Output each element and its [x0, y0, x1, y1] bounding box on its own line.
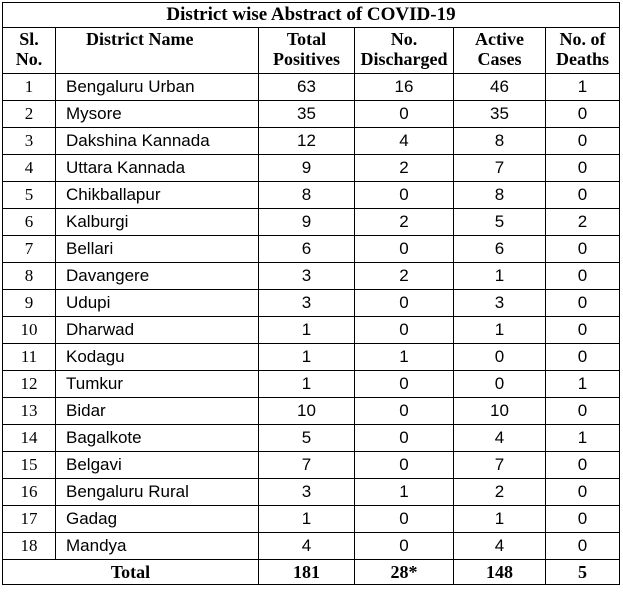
- cell-district: Tumkur: [56, 371, 259, 398]
- cell-active: 4: [454, 425, 546, 452]
- cell-total: 12: [259, 128, 355, 155]
- cell-district: Kodagu: [56, 344, 259, 371]
- cell-sl: 12: [3, 371, 56, 398]
- cell-total: 3: [259, 479, 355, 506]
- table-row: [3, 479, 620, 506]
- table-row: [3, 155, 620, 182]
- cell-district: Mandya: [56, 533, 259, 560]
- cell-active: 1: [454, 263, 546, 290]
- cell-total: 1: [259, 344, 355, 371]
- cell-deaths: 0: [546, 533, 620, 560]
- cell-total: 35: [259, 101, 355, 128]
- cell-discharged: 1: [355, 344, 454, 371]
- total-label: Total: [3, 560, 259, 585]
- table-row: [3, 452, 620, 479]
- cell-sl: 4: [3, 155, 56, 182]
- table-row: [3, 398, 620, 425]
- header-sl-no: Sl. No.: [3, 28, 56, 74]
- cell-discharged: 0: [355, 425, 454, 452]
- cell-discharged: 2: [355, 263, 454, 290]
- cell-deaths: 0: [546, 290, 620, 317]
- table-title: District wise Abstract of COVID-19: [3, 3, 620, 28]
- cell-district: Bengaluru Rural: [56, 479, 259, 506]
- district-abstract-table: [2, 2, 620, 585]
- cell-sl: 16: [3, 479, 56, 506]
- table-row: [3, 263, 620, 290]
- cell-active: 3: [454, 290, 546, 317]
- cell-district: Bengaluru Urban: [56, 74, 259, 101]
- cell-discharged: 4: [355, 128, 454, 155]
- cell-discharged: 0: [355, 101, 454, 128]
- cell-active: 5: [454, 209, 546, 236]
- cell-deaths: 0: [546, 317, 620, 344]
- cell-district: Chikballapur: [56, 182, 259, 209]
- cell-active: 8: [454, 182, 546, 209]
- table-row: [3, 74, 620, 101]
- cell-active: 6: [454, 236, 546, 263]
- header-district-name: District Name: [56, 28, 259, 74]
- total-positives: 181: [259, 560, 355, 585]
- cell-sl: 3: [3, 128, 56, 155]
- cell-district: Bidar: [56, 398, 259, 425]
- cell-deaths: 0: [546, 398, 620, 425]
- cell-discharged: 0: [355, 290, 454, 317]
- cell-total: 4: [259, 533, 355, 560]
- total-active: 148: [454, 560, 546, 585]
- cell-sl: 9: [3, 290, 56, 317]
- cell-discharged: 0: [355, 398, 454, 425]
- cell-district: Dharwad: [56, 317, 259, 344]
- cell-total: 7: [259, 452, 355, 479]
- cell-deaths: 0: [546, 452, 620, 479]
- cell-total: 1: [259, 317, 355, 344]
- cell-sl: 2: [3, 101, 56, 128]
- table-row: [3, 236, 620, 263]
- cell-sl: 18: [3, 533, 56, 560]
- table-row: [3, 425, 620, 452]
- cell-discharged: 0: [355, 452, 454, 479]
- table-row: [3, 317, 620, 344]
- cell-sl: 14: [3, 425, 56, 452]
- cell-active: 46: [454, 74, 546, 101]
- table-row: [3, 290, 620, 317]
- title-row: [3, 3, 620, 28]
- table-row: [3, 101, 620, 128]
- cell-total: 3: [259, 290, 355, 317]
- header-discharged: No. Discharged: [355, 28, 454, 74]
- cell-discharged: 2: [355, 155, 454, 182]
- cell-district: Kalburgi: [56, 209, 259, 236]
- header-active-cases: Active Cases: [454, 28, 546, 74]
- cell-discharged: 0: [355, 236, 454, 263]
- cell-total: 8: [259, 182, 355, 209]
- total-discharged: 28*: [355, 560, 454, 585]
- cell-district: Belgavi: [56, 452, 259, 479]
- cell-discharged: 2: [355, 209, 454, 236]
- cell-discharged: 0: [355, 506, 454, 533]
- cell-active: 0: [454, 344, 546, 371]
- cell-district: Bellari: [56, 236, 259, 263]
- cell-total: 1: [259, 371, 355, 398]
- cell-total: 1: [259, 506, 355, 533]
- cell-district: Uttara Kannada: [56, 155, 259, 182]
- cell-deaths: 0: [546, 263, 620, 290]
- table-row: [3, 371, 620, 398]
- cell-sl: 11: [3, 344, 56, 371]
- cell-active: 1: [454, 317, 546, 344]
- cell-district: Davangere: [56, 263, 259, 290]
- cell-active: 10: [454, 398, 546, 425]
- table-row: [3, 128, 620, 155]
- cell-district: Bagalkote: [56, 425, 259, 452]
- cell-active: 1: [454, 506, 546, 533]
- cell-sl: 8: [3, 263, 56, 290]
- cell-deaths: 0: [546, 479, 620, 506]
- header-total-positives: Total Positives: [259, 28, 355, 74]
- cell-total: 3: [259, 263, 355, 290]
- cell-discharged: 0: [355, 182, 454, 209]
- cell-deaths: 0: [546, 506, 620, 533]
- cell-sl: 5: [3, 182, 56, 209]
- cell-district: Udupi: [56, 290, 259, 317]
- table-row: [3, 344, 620, 371]
- cell-discharged: 1: [355, 479, 454, 506]
- cell-total: 5: [259, 425, 355, 452]
- total-deaths: 5: [546, 560, 620, 585]
- cell-active: 8: [454, 128, 546, 155]
- total-row: [3, 560, 620, 585]
- cell-active: 4: [454, 533, 546, 560]
- cell-deaths: 1: [546, 74, 620, 101]
- cell-sl: 7: [3, 236, 56, 263]
- cell-total: 9: [259, 209, 355, 236]
- covid-abstract-document: [2, 2, 619, 585]
- cell-discharged: 0: [355, 317, 454, 344]
- cell-sl: 15: [3, 452, 56, 479]
- table-row: [3, 209, 620, 236]
- cell-district: Dakshina Kannada: [56, 128, 259, 155]
- cell-sl: 6: [3, 209, 56, 236]
- cell-discharged: 0: [355, 371, 454, 398]
- cell-sl: 1: [3, 74, 56, 101]
- cell-discharged: 16: [355, 74, 454, 101]
- cell-total: 10: [259, 398, 355, 425]
- cell-discharged: 0: [355, 533, 454, 560]
- cell-active: 35: [454, 101, 546, 128]
- cell-sl: 17: [3, 506, 56, 533]
- cell-deaths: 0: [546, 236, 620, 263]
- cell-district: Mysore: [56, 101, 259, 128]
- cell-deaths: 0: [546, 128, 620, 155]
- header-deaths: No. of Deaths: [546, 28, 620, 74]
- cell-total: 63: [259, 74, 355, 101]
- cell-active: 2: [454, 479, 546, 506]
- cell-deaths: 0: [546, 182, 620, 209]
- cell-active: 0: [454, 371, 546, 398]
- table-row: [3, 182, 620, 209]
- cell-deaths: 0: [546, 155, 620, 182]
- cell-deaths: 0: [546, 344, 620, 371]
- cell-total: 6: [259, 236, 355, 263]
- table-row: [3, 506, 620, 533]
- cell-deaths: 2: [546, 209, 620, 236]
- header-row: [3, 28, 620, 74]
- table-row: [3, 533, 620, 560]
- cell-deaths: 1: [546, 425, 620, 452]
- cell-deaths: 1: [546, 371, 620, 398]
- cell-sl: 13: [3, 398, 56, 425]
- cell-active: 7: [454, 452, 546, 479]
- cell-sl: 10: [3, 317, 56, 344]
- cell-total: 9: [259, 155, 355, 182]
- cell-active: 7: [454, 155, 546, 182]
- cell-district: Gadag: [56, 506, 259, 533]
- cell-deaths: 0: [546, 101, 620, 128]
